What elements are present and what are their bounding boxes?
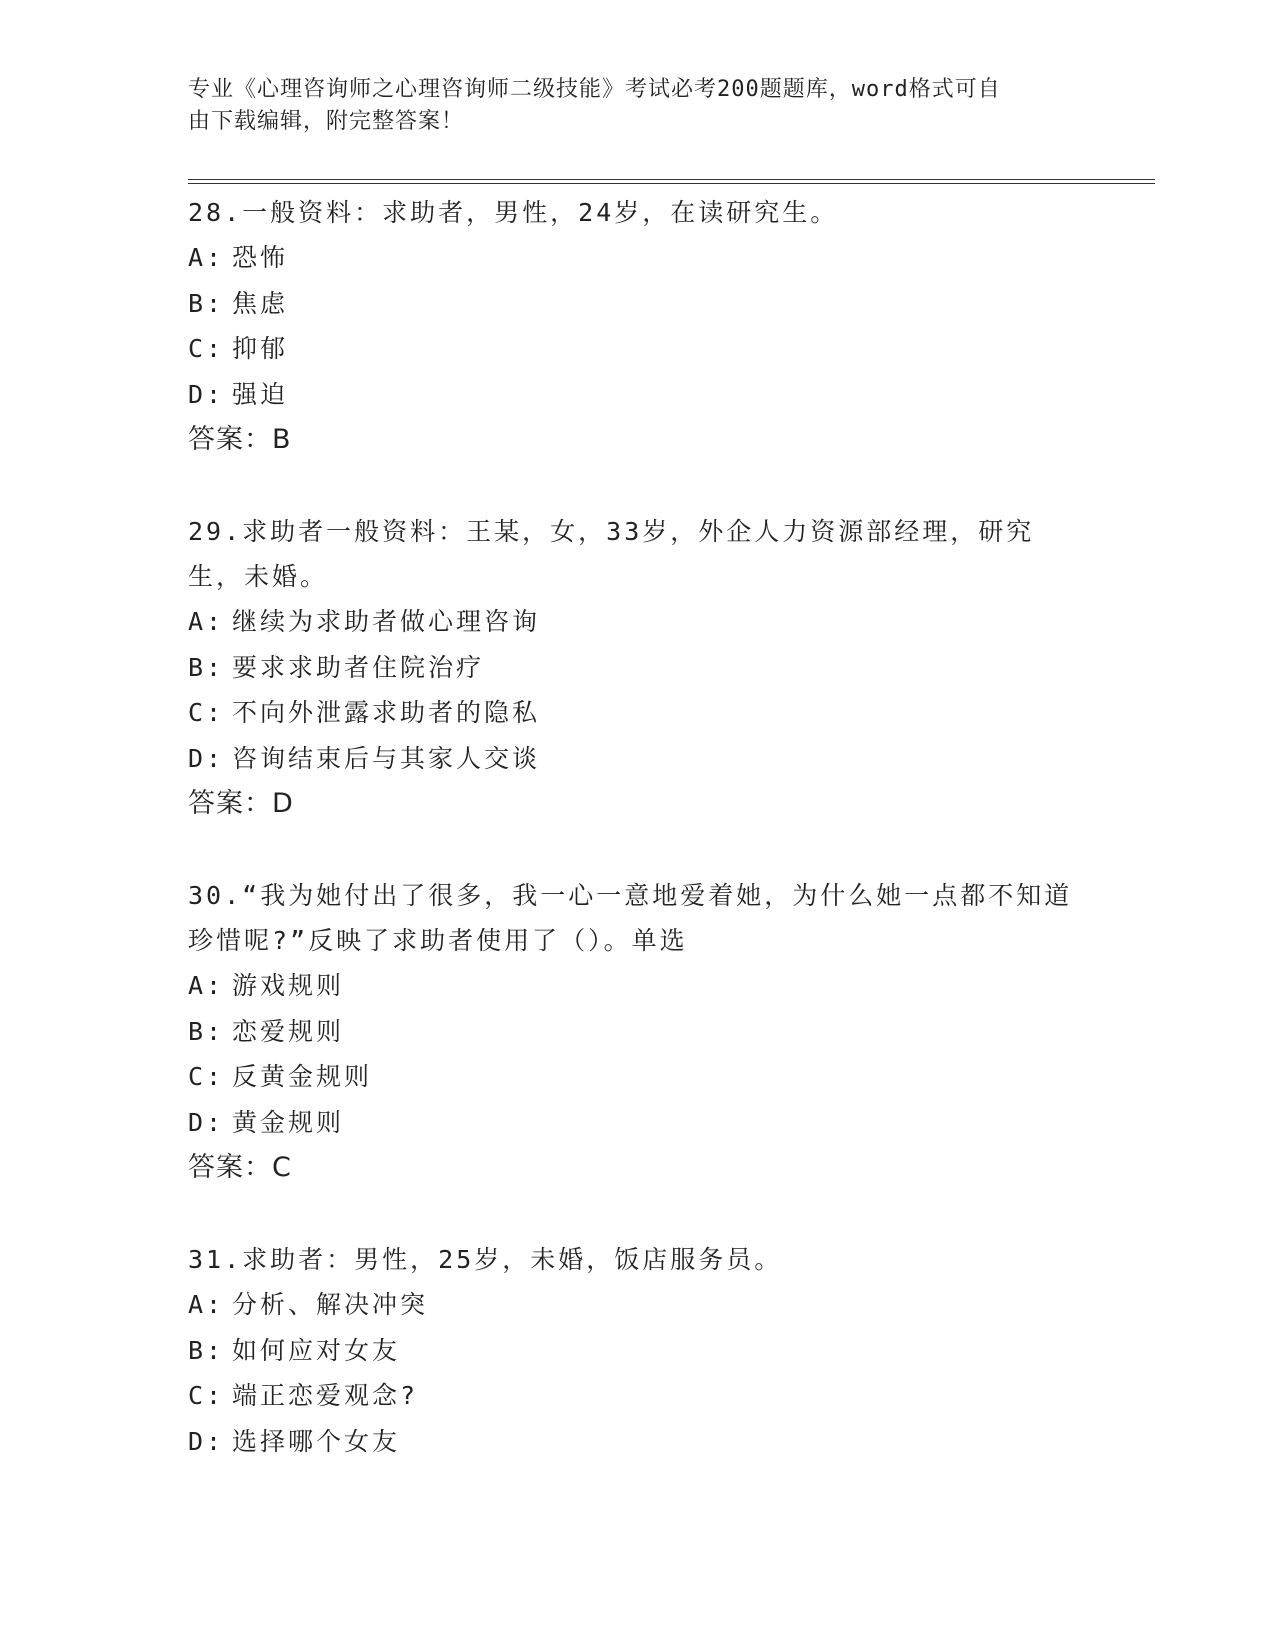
- option-text: 分析、解决冲突: [232, 1290, 429, 1319]
- option-a: [188, 963, 1088, 1009]
- option-key: C:: [188, 334, 225, 363]
- option-key: A:: [188, 1290, 225, 1319]
- question-29: [188, 509, 1088, 827]
- option-c: [188, 690, 1088, 736]
- option-key: C:: [188, 1062, 225, 1091]
- option-text: 游戏规则: [232, 971, 345, 1000]
- option-key: B:: [188, 288, 225, 318]
- option-text: 要求求助者住院治疗: [232, 652, 485, 682]
- option-key: D:: [188, 743, 225, 773]
- option-d: [188, 736, 1088, 782]
- option-key: B:: [188, 1335, 225, 1365]
- option-key: B:: [188, 1016, 225, 1046]
- option-key: D:: [188, 1426, 225, 1456]
- question-stem: 31.求助者：男性，25岁，未婚，饭店服务员。: [188, 1245, 783, 1274]
- option-c: [188, 326, 1088, 372]
- option-key: D:: [188, 1107, 225, 1137]
- option-d: [188, 1100, 1088, 1146]
- option-key: C:: [188, 698, 225, 727]
- option-key: B:: [188, 652, 225, 682]
- option-d: [188, 372, 1088, 418]
- question-stem: 29.求助者一般资料：王某，女，33岁，外企人力资源部经理，研究生，未婚。: [188, 517, 1035, 591]
- option-d: [188, 1419, 1088, 1465]
- header-line-1: 专业《心理咨询师之心理咨询师二级技能》考试必考200题题库，word格式可自: [188, 77, 1001, 102]
- option-key: C:: [188, 1381, 225, 1410]
- option-key: A:: [188, 243, 225, 272]
- option-text: 抑郁: [232, 334, 289, 363]
- question-30: [188, 873, 1088, 1191]
- option-text: 恐怖: [232, 243, 289, 272]
- option-text: 恋爱规则: [232, 1016, 345, 1046]
- answer-line: 答案：D: [188, 788, 294, 819]
- question-stem: 30.“我为她付出了很多，我一心一意地爱着她，为什么她一点都不知道珍惜呢?”反映了求助者使用了（）。单选: [188, 881, 1073, 955]
- option-text: 选择哪个女友: [232, 1426, 401, 1456]
- option-key: A:: [188, 607, 225, 636]
- option-c: [188, 1373, 1088, 1419]
- option-text: 反黄金规则: [232, 1062, 373, 1091]
- option-a: [188, 599, 1088, 645]
- option-text: 焦虑: [232, 288, 289, 318]
- question-31: [188, 1237, 1088, 1464]
- question-list: [188, 190, 1088, 1510]
- option-b: [188, 1009, 1088, 1055]
- option-c: [188, 1054, 1088, 1100]
- option-text: 不向外泄露求助者的隐私: [232, 698, 541, 727]
- answer-line: 答案：C: [188, 1152, 292, 1183]
- option-text: 咨询结束后与其家人交谈: [232, 743, 541, 773]
- option-text: 强迫: [232, 379, 289, 409]
- option-a: [188, 1282, 1088, 1328]
- document-header: [188, 74, 1088, 138]
- option-a: [188, 235, 1088, 281]
- option-b: [188, 281, 1088, 327]
- option-key: A:: [188, 971, 225, 1000]
- header-divider-top: [188, 179, 1155, 180]
- header-line-2: 由下载编辑，附完整答案！: [188, 109, 465, 134]
- option-text: 黄金规则: [232, 1107, 345, 1137]
- option-text: 继续为求助者做心理咨询: [232, 607, 541, 636]
- question-stem: 28.一般资料：求助者，男性，24岁，在读研究生。: [188, 198, 839, 227]
- option-key: D:: [188, 379, 225, 409]
- answer-line: 答案：B: [188, 424, 292, 455]
- option-text: 如何应对女友: [232, 1335, 401, 1365]
- option-text: 端正恋爱观念?: [232, 1381, 419, 1410]
- question-28: [188, 190, 1088, 463]
- option-b: [188, 645, 1088, 691]
- option-b: [188, 1328, 1088, 1374]
- header-divider-bottom: [188, 183, 1155, 184]
